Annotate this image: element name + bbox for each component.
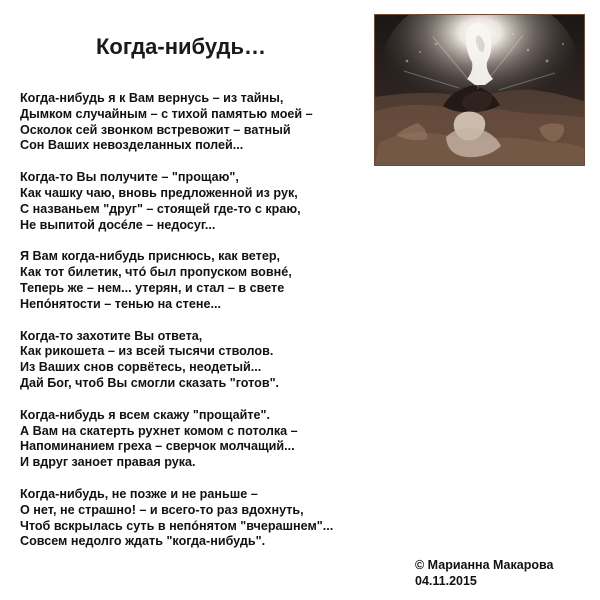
poem-body <box>20 91 370 550</box>
poem-line: Сон Ваших невозделанных полей... <box>20 138 244 153</box>
stanza <box>20 170 370 233</box>
poem-line: Как чашку чаю, вновь предложенной из рук, <box>20 185 298 200</box>
stanza <box>20 487 370 550</box>
poem-line: А Вам на скатерть рухнет комом с потолка – <box>20 423 298 438</box>
poem-date: 04.11.2015 <box>415 574 477 588</box>
poem-line: Как тот билетик, чтó был пропуском вовнé, <box>20 265 292 280</box>
poem-line: Из Ваших снов сорвётесь, неодетый... <box>20 360 262 375</box>
poem-line: Совсем недолго ждать "когда-нибудь". <box>20 534 266 549</box>
stanza <box>20 91 370 154</box>
poem-line: Дымком случайным – с тихой памятью моей – <box>20 106 313 121</box>
author-signature <box>415 557 553 589</box>
poem-line: Теперь же – нем... утерян, и стал – в свете <box>20 280 285 295</box>
stanza <box>20 249 370 312</box>
poem-line: Как рикошета – из всей тысячи стволов. <box>20 344 274 359</box>
poem-title: Когда-нибудь… <box>96 34 267 59</box>
poem-line: Чтоб вскрылась суть в непóнятом "вчерашнем"... <box>20 518 334 533</box>
poem-line: Дай Бог, чтоб Вы смогли сказать "готов". <box>20 375 280 390</box>
poem-line: Когда-нибудь, не позже и не раньше – <box>20 486 258 501</box>
poem-line: Когда-нибудь я к Вам вернусь – из тайны, <box>20 91 284 105</box>
poem-line: С названьем "друг" – стоящей где-то с краю, <box>20 201 301 216</box>
poem-line: Я Вам когда-нибудь приснюсь, как ветер, <box>20 249 281 264</box>
poem-line: Не выпитой досéле – недосуг... <box>20 217 216 232</box>
poem-line: Когда-то захотите Вы ответа, <box>20 328 203 343</box>
poem-line: О нет, не страшно! – и всего-то раз вдохнуть, <box>20 502 304 517</box>
poem-line: Непóнятости – тенью на стене... <box>20 296 221 311</box>
surreal-figure-artwork <box>374 14 585 166</box>
poem-line: Осколок сей звонком встревожит – ватный <box>20 122 291 137</box>
poem-line: Когда-то Вы получите – "прощаю", <box>20 170 239 185</box>
poem-line: Напоминанием греха – сверчок молчащий... <box>20 439 295 454</box>
poem-line: И вдруг заноет правая рука. <box>20 455 196 470</box>
author-name: © Марианна Макарова <box>415 558 554 572</box>
stanza <box>20 408 370 471</box>
stanza <box>20 329 370 392</box>
poem-line: Когда-нибудь я всем скажу "прощайте". <box>20 407 271 422</box>
